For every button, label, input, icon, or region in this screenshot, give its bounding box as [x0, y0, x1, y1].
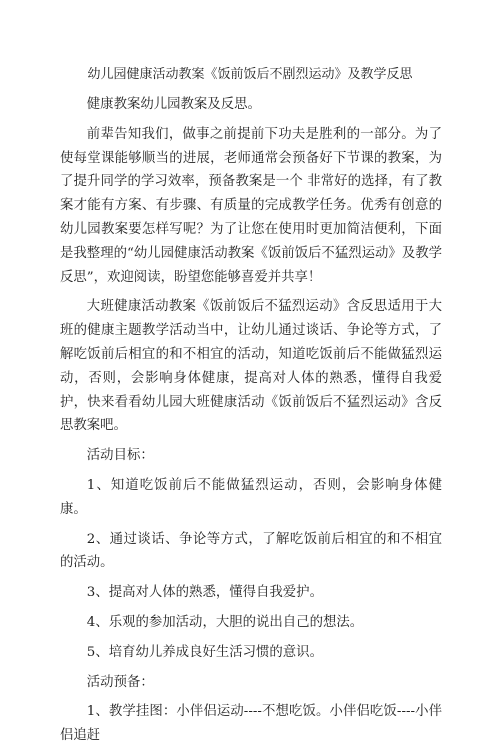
prep-item: 1、教学挂图：小伴侣运动----不想吃饭。小伴侣吃饭----小伴侣追赶 [60, 704, 442, 744]
document-body [60, 93, 442, 754]
summary-paragraph: 大班健康活动教案《饭前饭后不猛烈运动》含反思适用于大班的健康主题教学活动当中，让幼儿通过谈话、争论等方式，了解吃饭前后相宜的和不相宜的活动，知道吃饭前后不能做猛烈运动，否则，会影响身体健康，提高对人体的熟悉，懂得自我爱护，快来看看幼儿园大班健康活动《饭前饭后不猛烈运动》含反思教案吧。 [60, 299, 442, 434]
intro-paragraph: 前辈告知我们，做事之前提前下功夫是胜利的一部分。为了使每堂课能够顺当的进展，老师通常会预备好下节课的教案，为了提升同学的学习效率，预备教案是一个 非常好的选择，有了教案才能有方案、有步骤、有质量的完成教学任务。优秀有创意的幼儿园教案要怎样写呢？为了让您在使用时更加简洁便利，下面是我整理的“幼儿园健康活动教案《饭前饭后不猛烈运动》及教学反思”，欢迎阅读，盼望您能够喜爱并共享！ [60, 126, 442, 285]
goal-item: 1、知道吃饭前后不能做猛烈运动，否则，会影响身体健康。 [60, 477, 442, 517]
document-subtitle: 健康教案幼儿园教案及反思。 [86, 97, 261, 112]
document-title: 幼儿园健康活动教案《饭前饭后不剧烈运动》及教学反思 [87, 67, 413, 82]
goals-heading: 活动目标： [86, 448, 154, 464]
goal-item: 5、培育幼儿养成良好生活习惯的意识。 [86, 644, 323, 660]
goal-item: 4、乐观的参加活动，大胆的说出自己的想法。 [86, 614, 364, 630]
goal-item: 3、提高对人体的熟悉，懂得自我爱护。 [86, 585, 323, 601]
goal-item: 2、通过谈话、争论等方式，了解吃饭前后相宜的和不相宜的活动。 [60, 531, 442, 571]
prep-heading: 活动预备： [86, 674, 154, 690]
